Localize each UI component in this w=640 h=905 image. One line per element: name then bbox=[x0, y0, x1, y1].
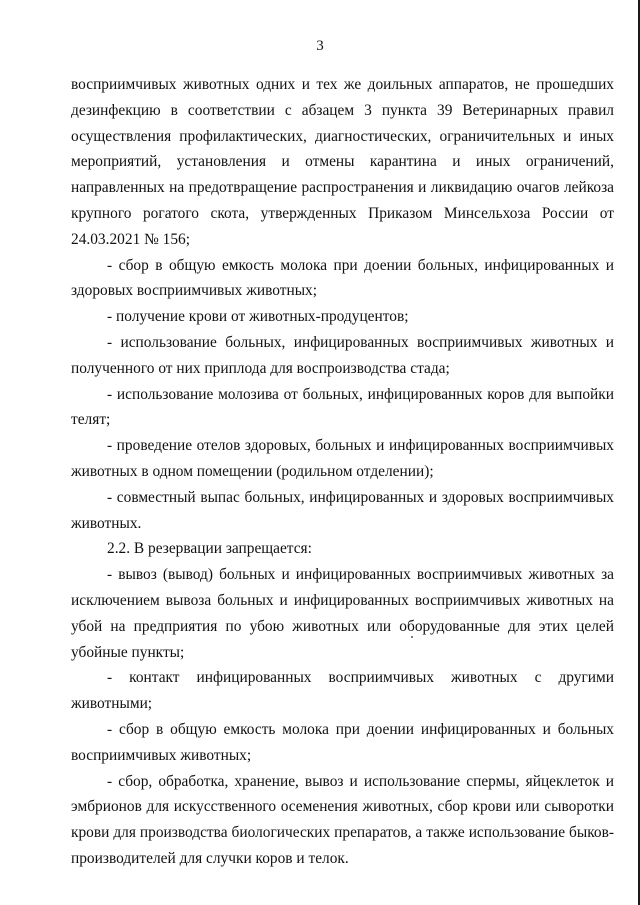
paragraph-animal-removal: - вывоз (вывод) больных и инфицированных восприимчивых животных за исключением вывоза больных и инфицированных восприимчивых животных на убой на предприятия по убою животных или оборудованные для этих целей убойные пункты; bbox=[71, 566, 614, 661]
section-heading-2-2: 2.2. В резервации запрещается: bbox=[107, 540, 312, 558]
scan-speck bbox=[411, 636, 413, 638]
paragraph-blood-collection: - получение крови от животных-продуцентов; bbox=[107, 308, 409, 326]
document-body bbox=[71, 72, 614, 872]
paragraph-colostrum-use: - использование молозива от больных, инфицированных коров для выпойки телят; bbox=[71, 385, 614, 429]
paragraph-breeding-use: - использование больных, инфицированных восприимчивых животных и полученного от них приплода для воспроизводства стада; bbox=[71, 333, 614, 377]
paragraph-continuation: восприимчивых животных одних и тех же доильных аппаратов, не прошедших дезинфекцию в соответствии с абзацем 3 пункта 39 Ветеринарных правил осуществления профилактических, диагностических, ограничительных и иных мероприятий, установления и отмены карантина и иных ограничений, направленных на предотвращение распространения и ликвидацию очагов лейкоза крупного рогатого скота, утвержденных Приказом Минсельхоза России от 24.03.2021 № 156; bbox=[71, 76, 614, 248]
paragraph-animal-contact: - контакт инфицированных восприимчивых животных с другими животными; bbox=[71, 669, 614, 713]
paragraph-calving: - проведение отелов здоровых, больных и инфицированных восприимчивых животных в одном помещении (родильном отделении); bbox=[71, 437, 614, 480]
paragraph-milk-collection-infected: - сбор в общую емкость молока при доении инфицированных и больных восприимчивых животных; bbox=[71, 720, 614, 764]
paragraph-milk-collection: - сбор в общую емкость молока при доении больных, инфицированных и здоровых восприимчивых животных; bbox=[71, 256, 614, 300]
paragraph-semen-handling: - сбор, обработка, хранение, вывоз и использование спермы, яйцеклеток и эмбрионов для искусственного осеменения животных, сбор крови или сыворотки крови для производства биологических препаратов, а также использование быков-производителей для случки коров и телок. bbox=[71, 772, 614, 867]
paragraph-grazing: - совместный выпас больных, инфицированных и здоровых восприимчивых животных. bbox=[71, 488, 614, 532]
page-number: 3 bbox=[316, 38, 324, 54]
